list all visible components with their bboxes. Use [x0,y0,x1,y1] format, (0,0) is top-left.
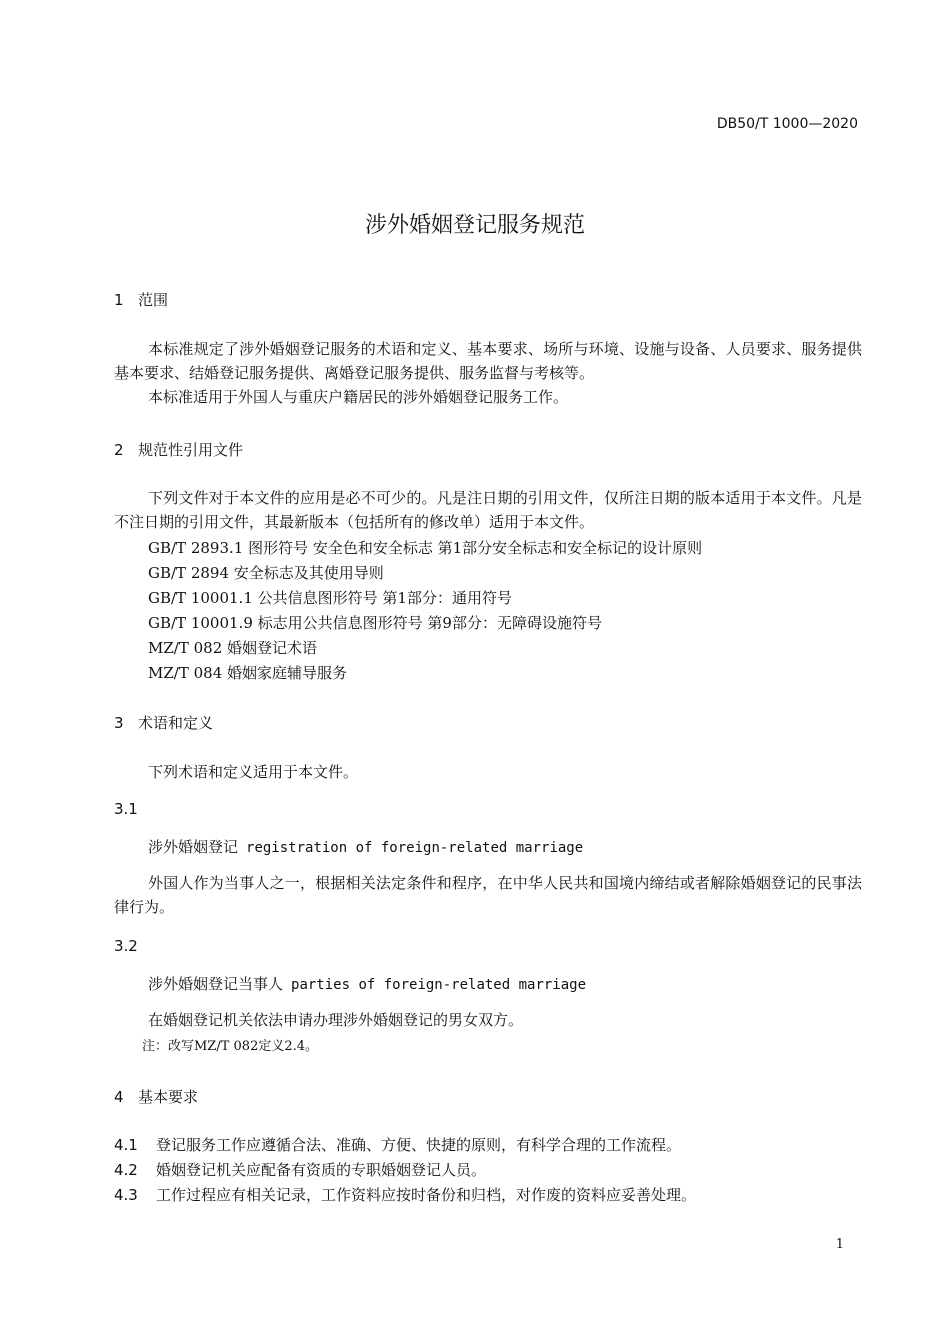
term-number: 3.1 [114,800,138,818]
section-title: 范围 [138,291,169,309]
section-heading-normative-references [114,439,243,460]
item-number: 4.2 [114,1161,138,1179]
term-definition: 在婚姻登记机关依法申请办理涉外婚姻登记的男女双方。 [148,1011,524,1029]
section-title: 规范性引用文件 [138,441,244,459]
term-entry [148,973,586,994]
standard-code: DB50/T 1000—2020 [716,116,858,132]
section-number: 4 [114,1088,124,1106]
note: 注：改写MZ/T 082定义2.4。 [142,1039,319,1054]
section-number: 2 [114,441,124,459]
term-zh: 涉外婚姻登记当事人 [148,975,284,993]
term-entry [148,836,583,857]
section-title: 术语和定义 [138,714,214,732]
item-text: 工作过程应有相关记录，工作资料应按时备份和归档，对作废的资料应妥善处理。 [156,1186,697,1204]
page-number: 1 [835,1237,844,1252]
requirement-item [114,1159,486,1180]
term-en: parties of foreign-related marriage [291,977,587,993]
paragraph: 下列文件对于本文件的应用是必不可少的。凡是注日期的引用文件，仅所注日期的版本适用于本文件。凡是不注日期的引用文件，其最新版本（包括所有的修改单）适用于本文件。 [114,489,862,531]
reference-item: GB/T 10001.9 标志用公共信息图形符号 第9部分：无障碍设施符号 [148,614,602,632]
term-number: 3.2 [114,937,138,955]
paragraph: 本标准适用于外国人与重庆户籍居民的涉外婚姻登记服务工作。 [148,388,569,406]
item-number: 4.1 [114,1136,138,1154]
reference-item: GB/T 2894 安全标志及其使用导则 [148,564,384,582]
paragraph: 本标准规定了涉外婚姻登记服务的术语和定义、基本要求、场所与环境、设施与设备、人员要求、服务提供基本要求、结婚登记服务提供、离婚登记服务提供、服务监督与考核等。 [114,340,862,382]
reference-item: MZ/T 082 婚姻登记术语 [148,639,318,657]
section-heading-scope [114,289,168,310]
reference-item: GB/T 2893.1 图形符号 安全色和安全标志 第1部分安全标志和安全标记的设计原则 [148,539,703,557]
section-heading-terms [114,712,213,733]
requirement-item [114,1184,696,1205]
term-definition: 外国人作为当事人之一，根据相关法定条件和程序，在中华人民共和国境内缔结或者解除婚姻登记的民事法律行为。 [114,874,862,916]
term-en: registration of foreign-related marriage [246,840,584,856]
paragraph: 下列术语和定义适用于本文件。 [148,763,359,781]
term-zh: 涉外婚姻登记 [148,838,239,856]
page-title: 涉外婚姻登记服务规范 [364,213,585,238]
item-text: 婚姻登记机关应配备有资质的专职婚姻登记人员。 [156,1161,487,1179]
section-heading-basic-requirements [114,1086,198,1107]
section-number: 1 [114,291,124,309]
section-title: 基本要求 [138,1088,199,1106]
requirement-item [114,1134,681,1155]
item-number: 4.3 [114,1186,138,1204]
reference-item: MZ/T 084 婚姻家庭辅导服务 [148,664,348,682]
reference-item: GB/T 10001.1 公共信息图形符号 第1部分：通用符号 [148,589,512,607]
section-number: 3 [114,714,124,732]
item-text: 登记服务工作应遵循合法、准确、方便、快捷的原则，有科学合理的工作流程。 [156,1136,682,1154]
